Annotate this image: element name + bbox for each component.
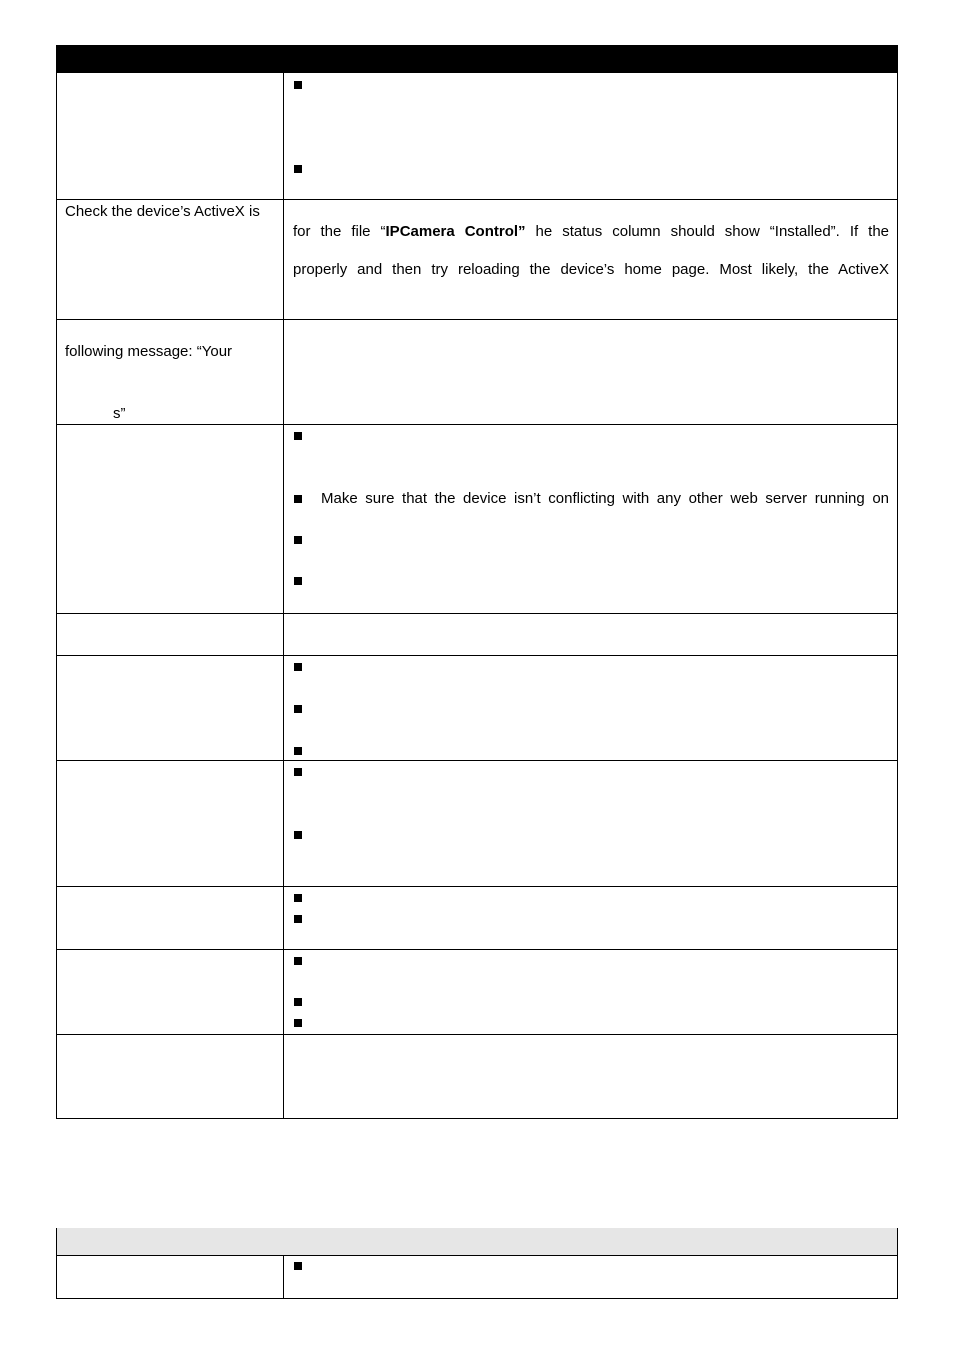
bullet-icon [294,81,302,89]
table-row [57,1256,897,1299]
bullet-icon [294,747,302,755]
bullet-icon [294,663,302,671]
table-row [57,887,897,950]
table-row [57,200,897,320]
bullet-icon [294,1019,302,1027]
bullet-icon [294,894,302,902]
table-row [57,614,897,656]
bullet-icon [294,705,302,713]
table-header [57,1228,897,1256]
table-row [57,656,897,761]
bullet-icon [294,495,302,503]
solution-text-line: for the file “IPCamera Control” he status column should show “Installed”. If the [293,223,889,240]
table-row [57,761,897,887]
bullet-icon [294,165,302,173]
table-row [57,73,897,200]
bullet-icon [294,998,302,1006]
bullet-icon [294,768,302,776]
bullet-icon [294,432,302,440]
solution-text-line: properly and then try reloading the device’s home page. Most likely, the ActiveX [293,261,889,278]
bullet-icon [294,831,302,839]
bullet-icon [294,915,302,923]
bullet-icon [294,1262,302,1270]
bullet-icon [294,957,302,965]
solution-text-line: Make sure that the device isn’t conflicting with any other web server running on [321,490,889,507]
table-header [57,45,897,73]
bullet-icon [294,577,302,585]
problem-text: Check the device’s ActiveX is [65,203,260,220]
problem-text: s” [113,405,126,422]
table-row [57,320,897,425]
bullet-icon [294,536,302,544]
table-row [57,1035,897,1119]
table-row [57,425,897,614]
troubleshooting-table [56,45,898,1119]
problem-text: following message: “Your [65,343,233,360]
troubleshooting-table-2 [56,1228,898,1299]
table-row [57,950,897,1035]
